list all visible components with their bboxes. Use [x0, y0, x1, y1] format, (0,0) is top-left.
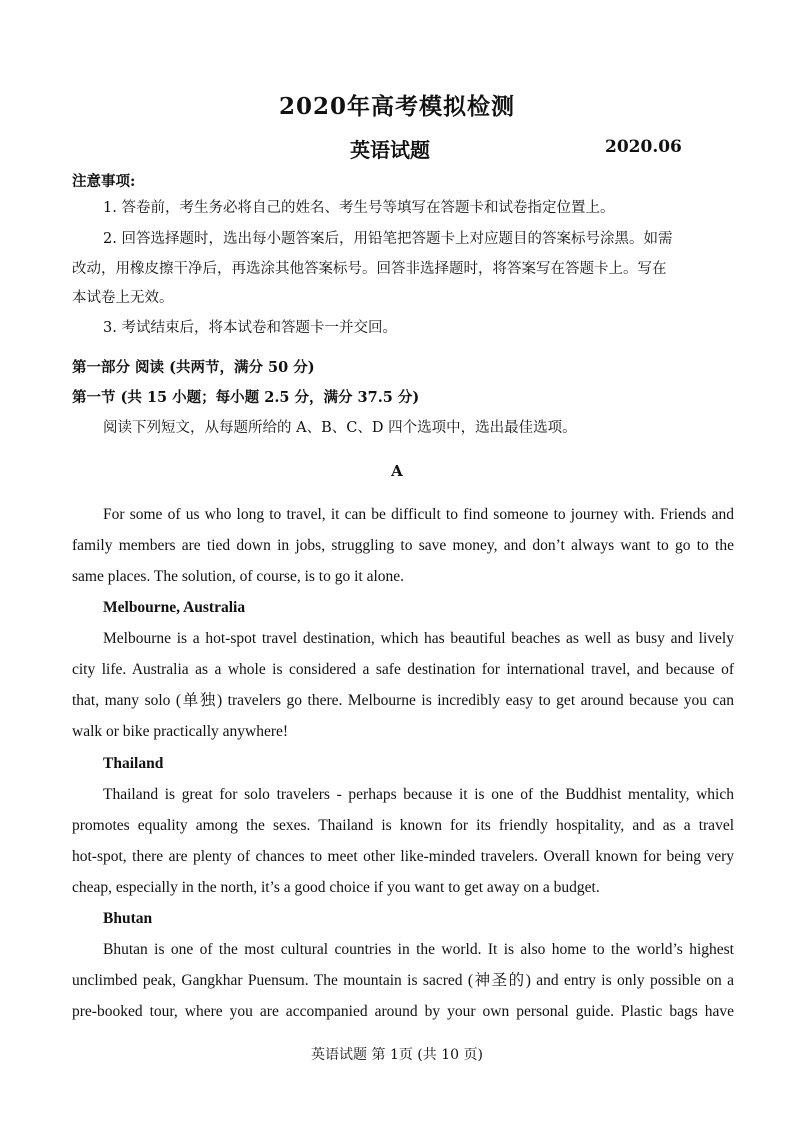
bhutan-line-2: unclimbed peak, Gangkhar Puensum. The mountain is sacred (神圣的) and entry is only possible on a: [72, 972, 734, 989]
exam-title: 2020年高考模拟检测: [278, 93, 515, 120]
thailand-line-4: cheap, especially in the north, it’s a good choice if you want to get away on a budget.: [72, 879, 600, 896]
passage-intro-line-2: family members are tied down in jobs, struggling to save money, and don’t always want to go to the: [72, 537, 734, 554]
passage-intro-line-1: For some of us who long to travel, it can be difficult to find someone to journey with. Friends and: [103, 506, 734, 523]
melbourne-heading: Melbourne, Australia: [103, 599, 246, 616]
thailand-heading: Thailand: [103, 755, 164, 772]
exam-subtitle: 英语试题: [350, 138, 430, 162]
bhutan-line-1: Bhutan is one of the most cultural countries in the world. It is also home to the world’s highest: [103, 941, 734, 958]
reading-instruction: 阅读下列短文，从每题所给的 A、B、C、D 四个选项中，选出最佳选项。: [103, 420, 577, 436]
note-item-2-line-1: 2. 回答选择题时，选出每小题答案后，用铅笔把答题卡上对应题目的答案标号涂黑。如需: [103, 231, 673, 247]
exam-date: 2020.06: [605, 137, 682, 157]
melbourne-line-2: city life. Australia as a whole is considered a safe destination for international travel, and because of: [72, 661, 734, 678]
page-footer: 英语试题 第 1页 (共 10 页): [311, 1047, 483, 1063]
note-item-3: 3. 考试结束后，将本试卷和答题卡一并交回。: [103, 320, 397, 336]
note-item-2-line-3: 本试卷上无效。: [72, 290, 174, 306]
note-item-2-line-2: 改动，用橡皮擦干净后，再选涂其他答案标号。回答非选择题时，将答案写在答题卡上。写在: [72, 261, 667, 277]
bhutan-line-3: pre-booked tour, where you are accompanied around by your own personal guide. Plastic bags have: [72, 1003, 734, 1020]
part1-heading: 第一部分 阅读 (共两节，满分 50 分): [72, 359, 315, 376]
thailand-line-2: promotes equality among the sexes. Thailand is known for its friendly hospitality, and as a travel: [72, 817, 734, 834]
note-item-1: 1. 答卷前，考生务必将自己的姓名、考生号等填写在答题卡和试卷指定位置上。: [103, 200, 615, 216]
passage-intro-line-3: same places. The solution, of course, is to go it alone.: [72, 568, 405, 585]
passage-letter: A: [391, 462, 403, 480]
thailand-line-3: hot-spot, there are plenty of chances to meet other like-minded travelers. Overall known for being very: [72, 848, 734, 865]
melbourne-line-3: that, many solo (单独) travelers go there. Melbourne is incredibly easy to get around because you can: [72, 692, 734, 709]
bhutan-heading: Bhutan: [103, 910, 153, 927]
thailand-line-1: Thailand is great for solo travelers - perhaps because it is one of the Buddhist mentality, which: [103, 786, 734, 803]
notes-heading: 注意事项:: [72, 173, 136, 190]
section1-heading: 第一节 (共 15 小题；每小题 2.5 分，满分 37.5 分): [72, 389, 420, 406]
melbourne-line-4: walk or bike practically anywhere!: [72, 723, 289, 740]
melbourne-line-1: Melbourne is a hot-spot travel destination, which has beautiful beaches as well as busy and lively: [103, 630, 734, 647]
